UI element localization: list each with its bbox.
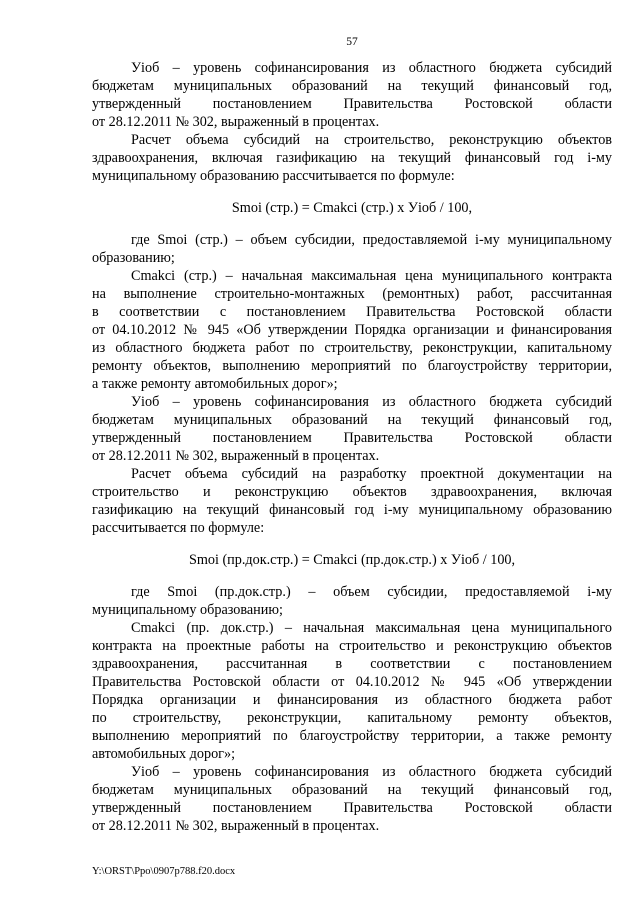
text-line: из областного бюджета работ по строительству, реконструкции, капитальному	[92, 340, 612, 356]
paragraph-construction-subsidy-calculation	[92, 131, 612, 185]
paragraph-design-docs-subsidy-calculation	[92, 465, 612, 537]
text-line: утвержденный постановлением Правительства Ростовской области	[92, 430, 612, 446]
text-line: утвержденный постановлением Правительства Ростовской области	[92, 800, 612, 816]
paragraph-smoi-construction-definition	[92, 231, 612, 267]
formula-construction-subsidy: Smoi (стр.) = Cmakci (стр.) x Уioб / 100,	[231, 200, 473, 216]
text-line: Расчет объема субсидий на строительство, реконструкцию объектов	[131, 132, 612, 148]
text-line: по строительству, реконструкции, капитальному ремонту объектов,	[92, 710, 612, 726]
text-line: строительство и реконструкцию объектов здравоохранения, включая	[92, 484, 612, 500]
text-line: Уioб – уровень софинансирования из областного бюджета субсидий	[131, 394, 612, 410]
file-path-footer: Y:\ORST\Ppo\0907p788.f20.docx	[92, 866, 236, 877]
text-line: муниципальному образованию рассчитывается по формуле:	[92, 168, 455, 184]
text-line: от 28.12.2011 № 302, выраженный в процентах.	[92, 448, 380, 464]
paragraph-smoi-design-docs-definition	[92, 583, 612, 619]
paragraph-cofinancing-level-definition	[92, 763, 612, 835]
paragraph-cmakci-construction-definition	[92, 267, 612, 393]
text-line: где Smoi (стр.) – объем субсидии, предоставляемой i-му муниципальному	[131, 232, 612, 248]
paragraph-cofinancing-level-definition	[92, 59, 612, 131]
text-line: автомобильных дорог»;	[92, 746, 236, 762]
text-line: в соответствии с постановлением Правительства Ростовской области	[92, 304, 612, 320]
formula-design-docs-subsidy: Smoi (пр.док.стр.) = Cmakci (пр.док.стр.) x Уioб / 100,	[188, 552, 516, 568]
text-line: рассчитывается по формуле:	[92, 520, 265, 536]
text-line: от 28.12.2011 № 302, выраженный в процентах.	[92, 114, 380, 130]
text-line: Cmakci (стр.) – начальная максимальная цена муниципального контракта	[131, 268, 612, 284]
text-line: где Smoi (пр.док.стр.) – объем субсидии, предоставляемой i-му	[131, 584, 612, 600]
text-line: образованию;	[92, 250, 175, 266]
text-line: от 28.12.2011 № 302, выраженный в процентах.	[92, 818, 380, 834]
text-line: Расчет объема субсидий на разработку проектной документации на	[131, 466, 612, 482]
paragraph-cofinancing-level-definition	[92, 393, 612, 465]
text-line: от 04.10.2012 № 945 «Об утверждении Порядка организации и финансирования	[92, 322, 612, 338]
text-line: газификацию на текущий финансовый год i-му муниципальному образованию	[92, 502, 612, 518]
text-line: выполнению мероприятий по благоустройству территории, а также ремонту	[92, 728, 612, 744]
text-line: а также ремонту автомобильных дорог»;	[92, 376, 338, 392]
text-line: Cmakci (пр. док.стр.) – начальная максимальная цена муниципального	[131, 620, 612, 636]
text-line: бюджетам муниципальных образований на текущий финансовый год,	[92, 78, 612, 94]
text-line: Правительства Ростовской области от 04.10.2012 № 945 «Об утверждении	[92, 674, 612, 690]
text-line: Уioб – уровень софинансирования из областного бюджета субсидий	[131, 764, 612, 780]
text-line: Уioб – уровень софинансирования из областного бюджета субсидий	[131, 60, 612, 76]
text-line: здравоохранения, включая газификацию на текущий финансовый год i-му	[92, 150, 612, 166]
text-line: муниципальному образованию;	[92, 602, 283, 618]
text-line: утвержденный постановлением Правительства Ростовской области	[92, 96, 612, 112]
document-body	[92, 59, 612, 835]
text-line: на выполнение строительно-монтажных (ремонтных) работ, рассчитанная	[92, 286, 612, 302]
page-number: 57	[346, 36, 358, 48]
paragraph-cmakci-design-docs-definition	[92, 619, 612, 763]
text-line: бюджетам муниципальных образований на текущий финансовый год,	[92, 412, 612, 428]
text-line: бюджетам муниципальных образований на текущий финансовый год,	[92, 782, 612, 798]
text-line: ремонту объектов, выполнению мероприятий по благоустройству территории,	[92, 358, 612, 374]
text-line: здравоохранения, рассчитанная в соответствии с постановлением	[92, 656, 612, 672]
text-line: контракта на проектные работы на строительство и реконструкцию объектов	[92, 638, 612, 654]
text-line: Порядка организации и финансирования из областного бюджета работ	[92, 692, 612, 708]
